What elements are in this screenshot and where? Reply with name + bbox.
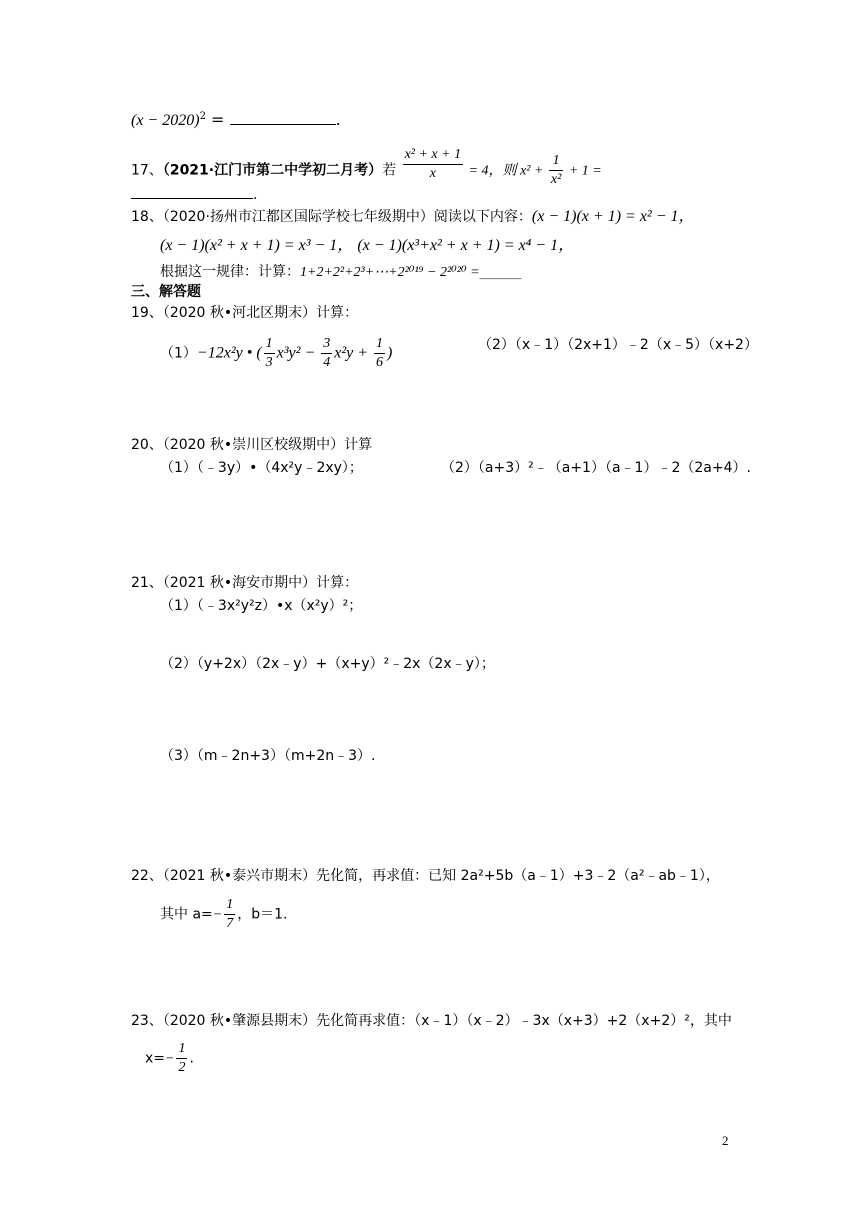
- q22-b-value: ，b＝1.: [237, 906, 288, 923]
- q18-number: 18、: [131, 209, 163, 225]
- q22-line: [131, 866, 720, 886]
- q22-text: 先化简，再求值：已知 2a²+5b（a﹣1）+3﹣2（a²﹣ab﹣1），: [316, 868, 720, 884]
- q21-part-2: （2）（y+2x）（2x﹣y）+（x+y）²﹣2x（2x﹣y）；: [160, 656, 495, 672]
- q16-expression: (x − 2020): [131, 112, 200, 129]
- q19-fraction-1: [264, 335, 275, 372]
- q23-x-equals: x=: [145, 1050, 166, 1067]
- q16-tail: [131, 110, 341, 131]
- q17-fraction-denominator: x: [429, 166, 436, 181]
- q23-source: （2020 秋•肇源县期末）: [162, 1013, 317, 1029]
- q19-fraction-2-numerator: 3: [321, 335, 332, 354]
- q16-answer-blank: [230, 110, 336, 125]
- q23-number: 23、: [131, 1013, 163, 1029]
- q20-line: [131, 435, 372, 455]
- q16-exponent: 2: [199, 111, 206, 122]
- q21-number: 21、: [131, 575, 163, 591]
- q22-fraction: [224, 896, 235, 933]
- q19-part-1-label: （1）: [160, 345, 197, 362]
- q19-fraction-3-numerator: 1: [374, 335, 385, 354]
- q23-fraction: [176, 1040, 187, 1077]
- q18-eq-1: (x − 1)(x + 1) = x² − 1，: [531, 208, 695, 225]
- q23-x-line: [145, 1040, 194, 1077]
- q23-fraction-denominator: 2: [178, 1060, 186, 1075]
- q18-blank: ______: [479, 264, 522, 280]
- q17-fraction-numerator: x² + x + 1: [403, 146, 464, 165]
- q23-line: [131, 1011, 732, 1031]
- q21-line: [131, 573, 358, 593]
- q17-fraction-2: [549, 152, 563, 189]
- q22-source: （2021 秋•泰兴市期末）: [162, 868, 317, 884]
- q20-part-1: （1）（﹣3y）•（4x²y﹣2xy）；: [160, 460, 363, 476]
- q17-if: 若: [382, 162, 397, 179]
- q17-equals-4: = 4，则: [465, 163, 521, 179]
- q23-text: 先化简再求值：（x﹣1）（x﹣2）﹣3x（x+3）+2（x+2）²，其中: [316, 1013, 732, 1029]
- q22-where: 其中 a=: [160, 906, 213, 923]
- q18-line-2: [160, 236, 574, 256]
- q17-expression-end: + 1 =: [565, 163, 602, 179]
- q22-number: 22、: [131, 868, 163, 884]
- q17-fraction: [403, 146, 464, 183]
- q18-calc: 1+2+2²+2³+⋯+2²⁰¹⁹ − 2²⁰²⁰ =: [300, 265, 480, 280]
- q17-number: 17、: [131, 162, 163, 179]
- q19-source: （2020 秋•河北区期末）计算：: [162, 305, 359, 321]
- q22-where-line: [160, 896, 287, 933]
- q19-fraction-1-numerator: 1: [264, 335, 275, 354]
- q19-fraction-3-denominator: 6: [376, 355, 384, 370]
- q18-rule: 根据这一规律：计算：: [160, 264, 300, 280]
- q18-line-1: [131, 207, 695, 227]
- q19-part-1-expr-c: x²y +: [334, 344, 373, 362]
- q17-period: .: [253, 187, 258, 203]
- q17-source: （2021·江门市第二中学初二月考）: [162, 162, 383, 179]
- q19-part-1-expr-b: x³y² −: [276, 344, 320, 362]
- q19-fraction-2: [321, 335, 332, 372]
- q19-part-1-expr-a: −12x²y • (: [196, 344, 262, 362]
- section-3-heading: 三、解答题: [131, 284, 201, 300]
- q22-minus: −: [212, 907, 223, 923]
- q18-eq-3: (x − 1)(x³+x² + x + 1) = x⁴ − 1，: [357, 237, 575, 254]
- q19-part-1-expr-d: ): [387, 344, 393, 362]
- q21-source: （2021 秋•海安市期中）计算：: [162, 575, 359, 591]
- q19-part-2: （2）（x﹣1）（2x+1）﹣2（x﹣5）（x+2）: [478, 337, 758, 353]
- q17-answer-blank: [131, 184, 253, 199]
- q23-minus: −: [165, 1051, 175, 1067]
- q17-x-squared: x² +: [520, 163, 547, 179]
- q16-period: .: [335, 110, 341, 129]
- q19-fraction-3: [374, 335, 385, 372]
- q17-fraction-2-denominator: x²: [550, 172, 562, 187]
- q20-part-2: （2）（a+3）²﹣（a+1）（a﹣1）﹣2（2a+4）.: [441, 460, 751, 476]
- q20-number: 20、: [131, 437, 163, 453]
- q18-eq-2: (x − 1)(x² + x + 1) = x³ − 1，: [160, 237, 354, 254]
- q20-source: （2020 秋•崇川区校级期中）计算: [162, 437, 373, 453]
- q19-fraction-2-denominator: 4: [323, 355, 331, 370]
- q18-read: 阅读以下内容：: [433, 209, 532, 225]
- q19-fraction-1-denominator: 3: [265, 355, 273, 370]
- q18-line-3: [160, 262, 522, 283]
- page-number: 2: [722, 1133, 729, 1148]
- q23-fraction-numerator: 1: [176, 1040, 187, 1059]
- q16-equals: =: [205, 110, 230, 129]
- q23-period: .: [189, 1050, 194, 1067]
- q19-part-1: [160, 335, 392, 372]
- q21-part-3: （3）（m﹣2n+3）（m+2n﹣3）.: [160, 748, 376, 764]
- q21-part-1: （1）（﹣3x²y²z）•x（x²y）²；: [160, 598, 363, 614]
- q18-source: （2020·扬州市江都区国际学校七年级期中）: [162, 209, 434, 225]
- q19-line: [131, 303, 358, 323]
- q17-fraction-2-numerator: 1: [549, 152, 563, 171]
- q22-fraction-numerator: 1: [224, 896, 235, 915]
- q17-answer-line: [131, 184, 257, 205]
- q19-number: 19、: [131, 305, 163, 321]
- q22-fraction-denominator: 7: [226, 916, 234, 931]
